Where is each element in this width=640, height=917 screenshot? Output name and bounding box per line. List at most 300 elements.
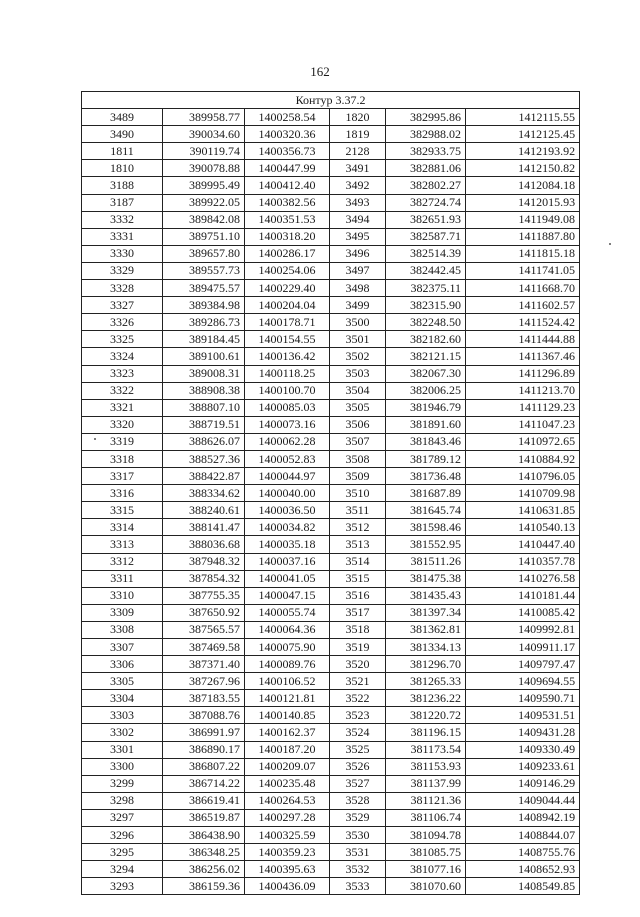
- table-row: [82, 126, 580, 143]
- table-row: [82, 485, 580, 502]
- cell-x-right: 382067.30: [386, 365, 466, 382]
- cell-x-left: 388036.68: [163, 536, 245, 553]
- cell-x-left: 386714.22: [163, 775, 245, 792]
- cell-x-left: 389842.08: [163, 211, 245, 228]
- cell-point-id-right: 3533: [330, 878, 386, 895]
- cell-point-id-left: 3308: [82, 621, 163, 638]
- cell-x-right: 381106.74: [386, 809, 466, 826]
- cell-y-left: 1400258.54: [245, 109, 330, 126]
- cell-y-left: 1400412.40: [245, 177, 330, 194]
- table-row: [82, 468, 580, 485]
- cell-y-right: 1411524.42: [466, 314, 580, 331]
- cell-y-left: 1400178.71: [245, 314, 330, 331]
- table-body: [82, 109, 580, 895]
- cell-point-id-left: 3313: [82, 536, 163, 553]
- cell-x-left: 386348.25: [163, 844, 245, 861]
- table-row: [82, 331, 580, 348]
- cell-y-left: 1400121.81: [245, 690, 330, 707]
- cell-point-id-left: 3319: [82, 433, 163, 450]
- cell-x-left: 390078.88: [163, 160, 245, 177]
- cell-point-id-right: 3497: [330, 262, 386, 279]
- cell-y-right: 1411213.70: [466, 382, 580, 399]
- cell-y-right: 1412150.82: [466, 160, 580, 177]
- cell-point-id-right: 3504: [330, 382, 386, 399]
- cell-point-id-right: 3502: [330, 348, 386, 365]
- cell-y-right: 1412015.93: [466, 194, 580, 211]
- cell-y-left: 1400100.70: [245, 382, 330, 399]
- table-row: [82, 245, 580, 262]
- cell-point-id-left: 3325: [82, 331, 163, 348]
- cell-x-right: 381334.13: [386, 639, 466, 656]
- table-row: [82, 724, 580, 741]
- cell-y-left: 1400036.50: [245, 502, 330, 519]
- cell-x-right: 382881.06: [386, 160, 466, 177]
- cell-y-left: 1400035.18: [245, 536, 330, 553]
- cell-x-right: 381946.79: [386, 399, 466, 416]
- cell-y-left: 1400320.36: [245, 126, 330, 143]
- cell-point-id-right: 3503: [330, 365, 386, 382]
- cell-x-right: 382802.27: [386, 177, 466, 194]
- cell-x-left: 387755.35: [163, 587, 245, 604]
- cell-y-right: 1412193.92: [466, 143, 580, 160]
- cell-x-right: 381891.60: [386, 416, 466, 433]
- cell-point-id-right: 3495: [330, 228, 386, 245]
- cell-point-id-right: 2128: [330, 143, 386, 160]
- cell-point-id-right: 3525: [330, 741, 386, 758]
- cell-point-id-left: 3330: [82, 245, 163, 262]
- cell-y-right: 1410972.65: [466, 433, 580, 450]
- cell-y-left: 1400325.59: [245, 827, 330, 844]
- cell-point-id-right: 3521: [330, 673, 386, 690]
- table-row: [82, 792, 580, 809]
- cell-point-id-right: 3529: [330, 809, 386, 826]
- cell-y-left: 1400040.00: [245, 485, 330, 502]
- cell-x-right: 381435.43: [386, 587, 466, 604]
- cell-y-left: 1400382.56: [245, 194, 330, 211]
- table-row: [82, 878, 580, 895]
- cell-point-id-left: 3324: [82, 348, 163, 365]
- table-row: [82, 399, 580, 416]
- cell-point-id-left: 3316: [82, 485, 163, 502]
- cell-y-right: 1410276.58: [466, 570, 580, 587]
- cell-point-id-right: 3491: [330, 160, 386, 177]
- table-title: Контур 3.37.2: [82, 92, 580, 109]
- cell-x-right: 382651.93: [386, 211, 466, 228]
- cell-y-right: 1409531.51: [466, 707, 580, 724]
- cell-y-left: 1400297.28: [245, 809, 330, 826]
- cell-point-id-left: 3311: [82, 570, 163, 587]
- cell-x-left: 387371.40: [163, 656, 245, 673]
- table-row: [82, 775, 580, 792]
- table-row: [82, 211, 580, 228]
- cell-x-right: 382514.39: [386, 245, 466, 262]
- cell-y-right: 1410540.13: [466, 519, 580, 536]
- cell-x-left: 389475.57: [163, 280, 245, 297]
- table-row: [82, 109, 580, 126]
- table-row: [82, 673, 580, 690]
- cell-x-left: 387948.32: [163, 553, 245, 570]
- cell-y-left: 1400209.07: [245, 758, 330, 775]
- table-row: [82, 741, 580, 758]
- cell-point-id-left: 3321: [82, 399, 163, 416]
- cell-y-right: 1411047.23: [466, 416, 580, 433]
- cell-point-id-left: 3299: [82, 775, 163, 792]
- page-number: 162: [310, 64, 330, 79]
- table-row: [82, 382, 580, 399]
- cell-point-id-right: 3505: [330, 399, 386, 416]
- cell-point-id-left: 3314: [82, 519, 163, 536]
- table-row: [82, 827, 580, 844]
- cell-y-right: 1410447.40: [466, 536, 580, 553]
- cell-x-left: 388141.47: [163, 519, 245, 536]
- cell-point-id-right: 3498: [330, 280, 386, 297]
- cell-point-id-left: 3301: [82, 741, 163, 758]
- cell-y-right: 1412084.18: [466, 177, 580, 194]
- cell-point-id-right: 3510: [330, 485, 386, 502]
- table-row: [82, 228, 580, 245]
- cell-point-id-right: 3532: [330, 861, 386, 878]
- cell-y-left: 1400064.36: [245, 621, 330, 638]
- cell-x-right: 381085.75: [386, 844, 466, 861]
- cell-x-left: 390034.60: [163, 126, 245, 143]
- cell-x-left: 386159.36: [163, 878, 245, 895]
- cell-point-id-right: 3517: [330, 604, 386, 621]
- cell-point-id-right: 3531: [330, 844, 386, 861]
- cell-y-left: 1400436.09: [245, 878, 330, 895]
- cell-point-id-left: 3332: [82, 211, 163, 228]
- cell-point-id-left: 3304: [82, 690, 163, 707]
- cell-x-right: 382587.71: [386, 228, 466, 245]
- cell-x-right: 382006.25: [386, 382, 466, 399]
- cell-x-left: 387267.96: [163, 673, 245, 690]
- cell-x-left: 389995.49: [163, 177, 245, 194]
- cell-x-left: 386256.02: [163, 861, 245, 878]
- cell-x-right: 381121.36: [386, 792, 466, 809]
- cell-y-left: 1400062.28: [245, 433, 330, 450]
- cell-y-left: 1400136.42: [245, 348, 330, 365]
- cell-x-left: 389557.73: [163, 262, 245, 279]
- table-row: [82, 365, 580, 382]
- cell-y-left: 1400085.03: [245, 399, 330, 416]
- cell-point-id-left: 3188: [82, 177, 163, 194]
- cell-point-id-left: 3323: [82, 365, 163, 382]
- cell-point-id-right: 3496: [330, 245, 386, 262]
- cell-x-right: 381077.16: [386, 861, 466, 878]
- cell-x-left: 386519.87: [163, 809, 245, 826]
- table-row: [82, 143, 580, 160]
- cell-point-id-right: 3507: [330, 433, 386, 450]
- cell-point-id-right: 3492: [330, 177, 386, 194]
- cell-y-right: 1411602.57: [466, 297, 580, 314]
- cell-x-left: 389286.73: [163, 314, 245, 331]
- cell-point-id-right: 3523: [330, 707, 386, 724]
- cell-x-right: 381645.74: [386, 502, 466, 519]
- cell-y-right: 1409911.17: [466, 639, 580, 656]
- cell-point-id-left: 3328: [82, 280, 163, 297]
- cell-x-left: 387565.57: [163, 621, 245, 638]
- table-row: [82, 177, 580, 194]
- cell-x-right: 381070.60: [386, 878, 466, 895]
- table-row: [82, 639, 580, 656]
- table-row: [82, 809, 580, 826]
- cell-y-right: 1409330.49: [466, 741, 580, 758]
- table-row: [82, 433, 580, 450]
- cell-x-left: 389008.31: [163, 365, 245, 382]
- cell-point-id-left: 3490: [82, 126, 163, 143]
- cell-y-right: 1411129.23: [466, 399, 580, 416]
- cell-point-id-left: 3322: [82, 382, 163, 399]
- cell-x-left: 387088.76: [163, 707, 245, 724]
- cell-point-id-left: 3310: [82, 587, 163, 604]
- cell-x-right: 381173.54: [386, 741, 466, 758]
- cell-point-id-right: 3519: [330, 639, 386, 656]
- cell-y-right: 1409233.61: [466, 758, 580, 775]
- scan-speck: [94, 438, 96, 440]
- table-row: [82, 656, 580, 673]
- cell-y-right: 1411367.46: [466, 348, 580, 365]
- cell-point-id-right: 3508: [330, 450, 386, 467]
- cell-x-right: 381196.15: [386, 724, 466, 741]
- cell-point-id-left: 3320: [82, 416, 163, 433]
- table-title-row: [82, 92, 580, 109]
- cell-y-left: 1400229.40: [245, 280, 330, 297]
- cell-point-id-left: 3300: [82, 758, 163, 775]
- table-row: [82, 348, 580, 365]
- cell-y-right: 1408549.85: [466, 878, 580, 895]
- cell-x-right: 381511.26: [386, 553, 466, 570]
- cell-point-id-right: 3520: [330, 656, 386, 673]
- cell-x-left: 386890.17: [163, 741, 245, 758]
- cell-x-right: 381094.78: [386, 827, 466, 844]
- table-row: [82, 604, 580, 621]
- cell-x-right: 381789.12: [386, 450, 466, 467]
- cell-y-right: 1410796.05: [466, 468, 580, 485]
- cell-point-id-right: 3524: [330, 724, 386, 741]
- cell-x-right: 382375.11: [386, 280, 466, 297]
- cell-point-id-right: 3509: [330, 468, 386, 485]
- cell-point-id-left: 3302: [82, 724, 163, 741]
- cell-point-id-right: 3522: [330, 690, 386, 707]
- cell-y-right: 1409797.47: [466, 656, 580, 673]
- cell-y-right: 1411668.70: [466, 280, 580, 297]
- cell-y-right: 1410357.78: [466, 553, 580, 570]
- cell-x-right: 381137.99: [386, 775, 466, 792]
- table-row: [82, 844, 580, 861]
- table-row: [82, 707, 580, 724]
- cell-x-right: 382724.74: [386, 194, 466, 211]
- cell-point-id-left: 3326: [82, 314, 163, 331]
- cell-point-id-left: 3309: [82, 604, 163, 621]
- table-row: [82, 621, 580, 638]
- cell-point-id-left: 3298: [82, 792, 163, 809]
- cell-point-id-right: 1820: [330, 109, 386, 126]
- cell-point-id-right: 3513: [330, 536, 386, 553]
- cell-x-right: 381362.81: [386, 621, 466, 638]
- cell-point-id-left: 3331: [82, 228, 163, 245]
- cell-y-left: 1400395.63: [245, 861, 330, 878]
- cell-x-right: 382988.02: [386, 126, 466, 143]
- cell-y-left: 1400447.99: [245, 160, 330, 177]
- cell-point-id-left: 3297: [82, 809, 163, 826]
- cell-point-id-left: 3312: [82, 553, 163, 570]
- cell-x-right: 382121.15: [386, 348, 466, 365]
- cell-point-id-right: 3500: [330, 314, 386, 331]
- cell-x-left: 389184.45: [163, 331, 245, 348]
- cell-x-left: 387854.32: [163, 570, 245, 587]
- cell-x-right: 382933.75: [386, 143, 466, 160]
- cell-x-right: 381552.95: [386, 536, 466, 553]
- cell-y-right: 1408755.76: [466, 844, 580, 861]
- cell-y-left: 1400264.53: [245, 792, 330, 809]
- cell-point-id-right: 3515: [330, 570, 386, 587]
- cell-point-id-left: 1810: [82, 160, 163, 177]
- cell-y-right: 1410631.85: [466, 502, 580, 519]
- cell-x-left: 388626.07: [163, 433, 245, 450]
- cell-x-right: 381687.89: [386, 485, 466, 502]
- cell-point-id-right: 3512: [330, 519, 386, 536]
- cell-x-right: 381397.34: [386, 604, 466, 621]
- cell-point-id-right: 3506: [330, 416, 386, 433]
- cell-y-left: 1400356.73: [245, 143, 330, 160]
- cell-x-left: 387183.55: [163, 690, 245, 707]
- cell-x-right: 381153.93: [386, 758, 466, 775]
- cell-point-id-left: 3293: [82, 878, 163, 895]
- cell-x-left: 388719.51: [163, 416, 245, 433]
- cell-y-left: 1400041.05: [245, 570, 330, 587]
- cell-point-id-right: 1819: [330, 126, 386, 143]
- cell-x-left: 389922.05: [163, 194, 245, 211]
- cell-point-id-right: 3516: [330, 587, 386, 604]
- cell-y-left: 1400154.55: [245, 331, 330, 348]
- cell-x-right: 382248.50: [386, 314, 466, 331]
- cell-x-left: 388527.36: [163, 450, 245, 467]
- table-row: [82, 553, 580, 570]
- cell-x-left: 389384.98: [163, 297, 245, 314]
- cell-y-right: 1409146.29: [466, 775, 580, 792]
- cell-y-right: 1410709.98: [466, 485, 580, 502]
- cell-point-id-right: 3499: [330, 297, 386, 314]
- table-row: [82, 502, 580, 519]
- cell-y-left: 1400044.97: [245, 468, 330, 485]
- cell-x-right: 382442.45: [386, 262, 466, 279]
- cell-point-id-left: 3296: [82, 827, 163, 844]
- table-row: [82, 416, 580, 433]
- cell-x-left: 389958.77: [163, 109, 245, 126]
- cell-y-right: 1409590.71: [466, 690, 580, 707]
- cell-y-right: 1410884.92: [466, 450, 580, 467]
- cell-point-id-left: 3306: [82, 656, 163, 673]
- cell-point-id-left: 3327: [82, 297, 163, 314]
- cell-point-id-left: 3305: [82, 673, 163, 690]
- cell-x-right: 382315.90: [386, 297, 466, 314]
- cell-x-left: 388334.62: [163, 485, 245, 502]
- cell-point-id-right: 3518: [330, 621, 386, 638]
- table-row: [82, 570, 580, 587]
- table-row: [82, 194, 580, 211]
- cell-y-right: 1410085.42: [466, 604, 580, 621]
- cell-y-left: 1400037.16: [245, 553, 330, 570]
- cell-x-right: 381598.46: [386, 519, 466, 536]
- cell-point-id-left: 3294: [82, 861, 163, 878]
- cell-y-left: 1400187.20: [245, 741, 330, 758]
- cell-y-left: 1400235.48: [245, 775, 330, 792]
- cell-y-left: 1400359.23: [245, 844, 330, 861]
- cell-y-right: 1409044.44: [466, 792, 580, 809]
- table-row: [82, 280, 580, 297]
- cell-point-id-left: 3295: [82, 844, 163, 861]
- table-row: [82, 690, 580, 707]
- cell-y-right: 1412125.45: [466, 126, 580, 143]
- table-row: [82, 450, 580, 467]
- cell-point-id-left: 3303: [82, 707, 163, 724]
- cell-y-left: 1400089.76: [245, 656, 330, 673]
- cell-y-right: 1408844.07: [466, 827, 580, 844]
- cell-y-left: 1400052.83: [245, 450, 330, 467]
- cell-y-left: 1400286.17: [245, 245, 330, 262]
- scan-speck: [609, 243, 611, 245]
- cell-y-right: 1411741.05: [466, 262, 580, 279]
- cell-point-id-right: 3530: [330, 827, 386, 844]
- cell-y-left: 1400162.37: [245, 724, 330, 741]
- cell-x-left: 388908.38: [163, 382, 245, 399]
- cell-x-right: 381220.72: [386, 707, 466, 724]
- cell-y-right: 1409992.81: [466, 621, 580, 638]
- cell-y-left: 1400073.16: [245, 416, 330, 433]
- cell-y-right: 1410181.44: [466, 587, 580, 604]
- table-row: [82, 297, 580, 314]
- table-row: [82, 861, 580, 878]
- cell-y-left: 1400254.06: [245, 262, 330, 279]
- cell-x-left: 389751.10: [163, 228, 245, 245]
- cell-y-left: 1400351.53: [245, 211, 330, 228]
- cell-y-left: 1400106.52: [245, 673, 330, 690]
- cell-x-left: 389657.80: [163, 245, 245, 262]
- cell-x-right: 381236.22: [386, 690, 466, 707]
- cell-y-right: 1408652.93: [466, 861, 580, 878]
- cell-y-left: 1400140.85: [245, 707, 330, 724]
- cell-point-id-left: 3307: [82, 639, 163, 656]
- cell-point-id-left: 3489: [82, 109, 163, 126]
- cell-y-left: 1400055.74: [245, 604, 330, 621]
- table-row: [82, 314, 580, 331]
- cell-y-left: 1400204.04: [245, 297, 330, 314]
- cell-point-id-right: 3501: [330, 331, 386, 348]
- cell-y-right: 1411887.80: [466, 228, 580, 245]
- cell-point-id-right: 3494: [330, 211, 386, 228]
- cell-y-left: 1400118.25: [245, 365, 330, 382]
- coordinates-table: [81, 91, 580, 895]
- cell-point-id-left: 3187: [82, 194, 163, 211]
- cell-x-right: 382182.60: [386, 331, 466, 348]
- cell-x-right: 381475.38: [386, 570, 466, 587]
- cell-x-left: 386619.41: [163, 792, 245, 809]
- cell-x-right: 381296.70: [386, 656, 466, 673]
- cell-point-id-right: 3493: [330, 194, 386, 211]
- cell-x-left: 388422.87: [163, 468, 245, 485]
- cell-x-left: 388807.10: [163, 399, 245, 416]
- cell-x-left: 388240.61: [163, 502, 245, 519]
- cell-point-id-left: 3329: [82, 262, 163, 279]
- cell-x-left: 386807.22: [163, 758, 245, 775]
- cell-y-right: 1412115.55: [466, 109, 580, 126]
- cell-point-id-right: 3511: [330, 502, 386, 519]
- table-row: [82, 758, 580, 775]
- cell-y-right: 1411444.88: [466, 331, 580, 348]
- cell-y-right: 1409694.55: [466, 673, 580, 690]
- cell-x-left: 387650.92: [163, 604, 245, 621]
- table-row: [82, 519, 580, 536]
- cell-x-left: 390119.74: [163, 143, 245, 160]
